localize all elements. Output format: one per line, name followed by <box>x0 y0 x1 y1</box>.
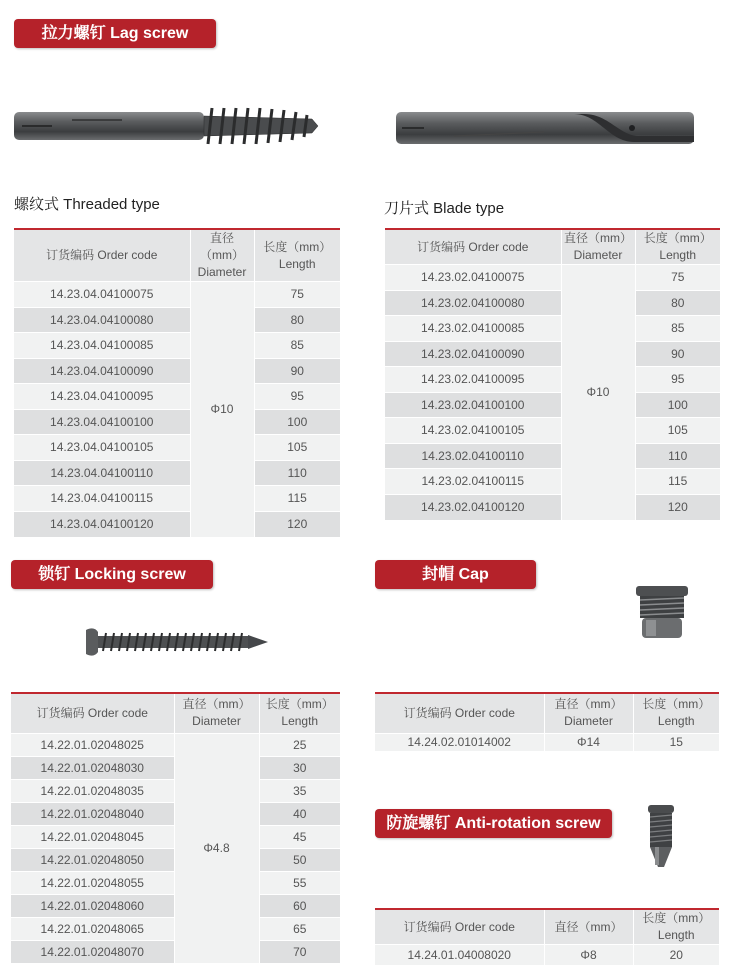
length-header: 长度（mm） Length <box>633 693 719 733</box>
order-code-cell: 14.23.04.04100105 <box>14 435 190 461</box>
diameter-header: 直径（mm） Diameter <box>174 693 259 733</box>
length-cell: 80 <box>635 290 720 316</box>
diameter-header: 直径（mm） <box>544 909 633 945</box>
cap-image <box>634 584 692 644</box>
length-cell: 105 <box>635 418 720 444</box>
length-cell: 25 <box>259 733 340 756</box>
diameter-cell: Φ8 <box>544 945 633 965</box>
order-code-cell: 14.23.04.04100095 <box>14 384 190 410</box>
cap-title: 封帽 Cap <box>375 560 536 589</box>
length-cell: 115 <box>635 469 720 495</box>
diameter-header: 直径（mm） Diameter <box>190 229 254 282</box>
order-code-cell: 14.23.02.04100090 <box>385 341 561 367</box>
locking-screw-title: 锁钉 Locking screw <box>11 560 213 589</box>
length-cell: 60 <box>259 894 340 917</box>
order-code-header: 订货编码 Order code <box>11 693 174 733</box>
order-code-cell: 14.22.01.02048030 <box>11 756 174 779</box>
table-row <box>14 358 340 384</box>
order-code-cell: 14.23.02.04100085 <box>385 316 561 342</box>
order-code-cell: 14.22.01.02048050 <box>11 848 174 871</box>
threaded-type-table <box>14 228 340 537</box>
anti-rotation-screw-title: 防旋螺钉 Anti-rotation screw <box>375 809 612 838</box>
table-row <box>14 486 340 512</box>
length-cell: 70 <box>259 940 340 963</box>
order-code-cell: 14.22.01.02048040 <box>11 802 174 825</box>
diameter-cell: Φ14 <box>544 733 633 751</box>
order-code-cell: 14.22.01.02048070 <box>11 940 174 963</box>
table-row <box>385 418 720 444</box>
length-cell: 15 <box>633 733 719 751</box>
table-row <box>385 392 720 418</box>
table-row <box>375 945 719 965</box>
length-cell: 120 <box>254 511 340 537</box>
length-cell: 95 <box>635 367 720 393</box>
length-cell: 85 <box>254 333 340 359</box>
length-cell: 100 <box>254 409 340 435</box>
diameter-cell: Φ10 <box>561 265 635 520</box>
order-code-cell: 14.23.02.04100095 <box>385 367 561 393</box>
table-row <box>14 460 340 486</box>
lag-screw-title: 拉力螺钉 Lag screw <box>14 19 216 48</box>
order-code-cell: 14.23.02.04100080 <box>385 290 561 316</box>
table-row <box>14 307 340 333</box>
order-code-cell: 14.23.02.04100100 <box>385 392 561 418</box>
table-row <box>14 282 340 308</box>
table-row <box>14 435 340 461</box>
order-code-cell: 14.23.02.04100075 <box>385 265 561 291</box>
order-code-header: 订货编码 Order code <box>375 909 544 945</box>
order-code-cell: 14.23.04.04100100 <box>14 409 190 435</box>
order-code-cell: 14.23.04.04100090 <box>14 358 190 384</box>
length-cell: 45 <box>259 825 340 848</box>
anti-rotation-screw-image <box>644 803 678 873</box>
table-row <box>14 511 340 537</box>
table-row <box>385 290 720 316</box>
order-code-cell: 14.23.02.04100110 <box>385 443 561 469</box>
order-code-cell: 14.23.04.04100080 <box>14 307 190 333</box>
order-code-cell: 14.22.01.02048035 <box>11 779 174 802</box>
table-row <box>385 367 720 393</box>
length-cell: 110 <box>254 460 340 486</box>
length-cell: 65 <box>259 917 340 940</box>
diameter-cell: Φ4.8 <box>174 733 259 963</box>
length-cell: 100 <box>635 392 720 418</box>
length-header: 长度（mm） Length <box>633 909 719 945</box>
table-row <box>375 733 719 751</box>
diameter-header: 直径（mm） Diameter <box>544 693 633 733</box>
order-code-cell: 14.24.02.01014002 <box>375 733 544 751</box>
length-cell: 75 <box>254 282 340 308</box>
length-cell: 115 <box>254 486 340 512</box>
order-code-cell: 14.22.01.02048055 <box>11 871 174 894</box>
locking-screw-table <box>11 692 340 963</box>
diameter-cell: Φ10 <box>190 282 254 537</box>
threaded-lag-screw-image <box>12 104 322 148</box>
length-cell: 105 <box>254 435 340 461</box>
cap-table <box>375 692 719 751</box>
length-header: 长度（mm） Length <box>254 229 340 282</box>
order-code-cell: 14.22.01.02048060 <box>11 894 174 917</box>
length-cell: 95 <box>254 384 340 410</box>
blade-type-label: 刀片式 Blade type <box>384 200 505 217</box>
order-code-cell: 14.22.01.02048065 <box>11 917 174 940</box>
table-row <box>385 316 720 342</box>
order-code-cell: 14.24.01.04008020 <box>375 945 544 965</box>
order-code-cell: 14.23.04.04100120 <box>14 511 190 537</box>
blade-lag-screw-image <box>394 108 704 148</box>
order-code-cell: 14.22.01.02048025 <box>11 733 174 756</box>
table-row <box>385 469 720 495</box>
table-row <box>11 733 340 756</box>
order-code-header: 订货编码 Order code <box>375 693 544 733</box>
order-code-cell: 14.23.02.04100105 <box>385 418 561 444</box>
length-cell: 50 <box>259 848 340 871</box>
anti-rotation-screw-table <box>375 908 719 965</box>
length-cell: 90 <box>635 341 720 367</box>
table-row <box>14 333 340 359</box>
order-code-cell: 14.23.02.04100115 <box>385 469 561 495</box>
diameter-header: 直径（mm） Diameter <box>561 229 635 265</box>
threaded-type-label: 螺纹式 Threaded type <box>14 196 160 213</box>
table-row <box>385 494 720 520</box>
length-header: 长度（mm） Length <box>635 229 720 265</box>
locking-screw-image <box>84 624 274 660</box>
order-code-cell: 14.23.04.04100115 <box>14 486 190 512</box>
blade-type-table <box>385 228 720 520</box>
table-row <box>14 384 340 410</box>
length-cell: 90 <box>254 358 340 384</box>
order-code-cell: 14.23.02.04100120 <box>385 494 561 520</box>
table-row <box>14 409 340 435</box>
table-row <box>385 443 720 469</box>
order-code-header: 订货编码 Order code <box>14 229 190 282</box>
order-code-cell: 14.23.04.04100085 <box>14 333 190 359</box>
length-header: 长度（mm） Length <box>259 693 340 733</box>
length-cell: 85 <box>635 316 720 342</box>
length-cell: 35 <box>259 779 340 802</box>
length-cell: 120 <box>635 494 720 520</box>
order-code-cell: 14.23.04.04100075 <box>14 282 190 308</box>
length-cell: 110 <box>635 443 720 469</box>
order-code-header: 订货编码 Order code <box>385 229 561 265</box>
length-cell: 30 <box>259 756 340 779</box>
length-cell: 20 <box>633 945 719 965</box>
length-cell: 55 <box>259 871 340 894</box>
length-cell: 40 <box>259 802 340 825</box>
table-row <box>385 341 720 367</box>
length-cell: 75 <box>635 265 720 291</box>
length-cell: 80 <box>254 307 340 333</box>
order-code-cell: 14.22.01.02048045 <box>11 825 174 848</box>
order-code-cell: 14.23.04.04100110 <box>14 460 190 486</box>
table-row <box>385 265 720 291</box>
